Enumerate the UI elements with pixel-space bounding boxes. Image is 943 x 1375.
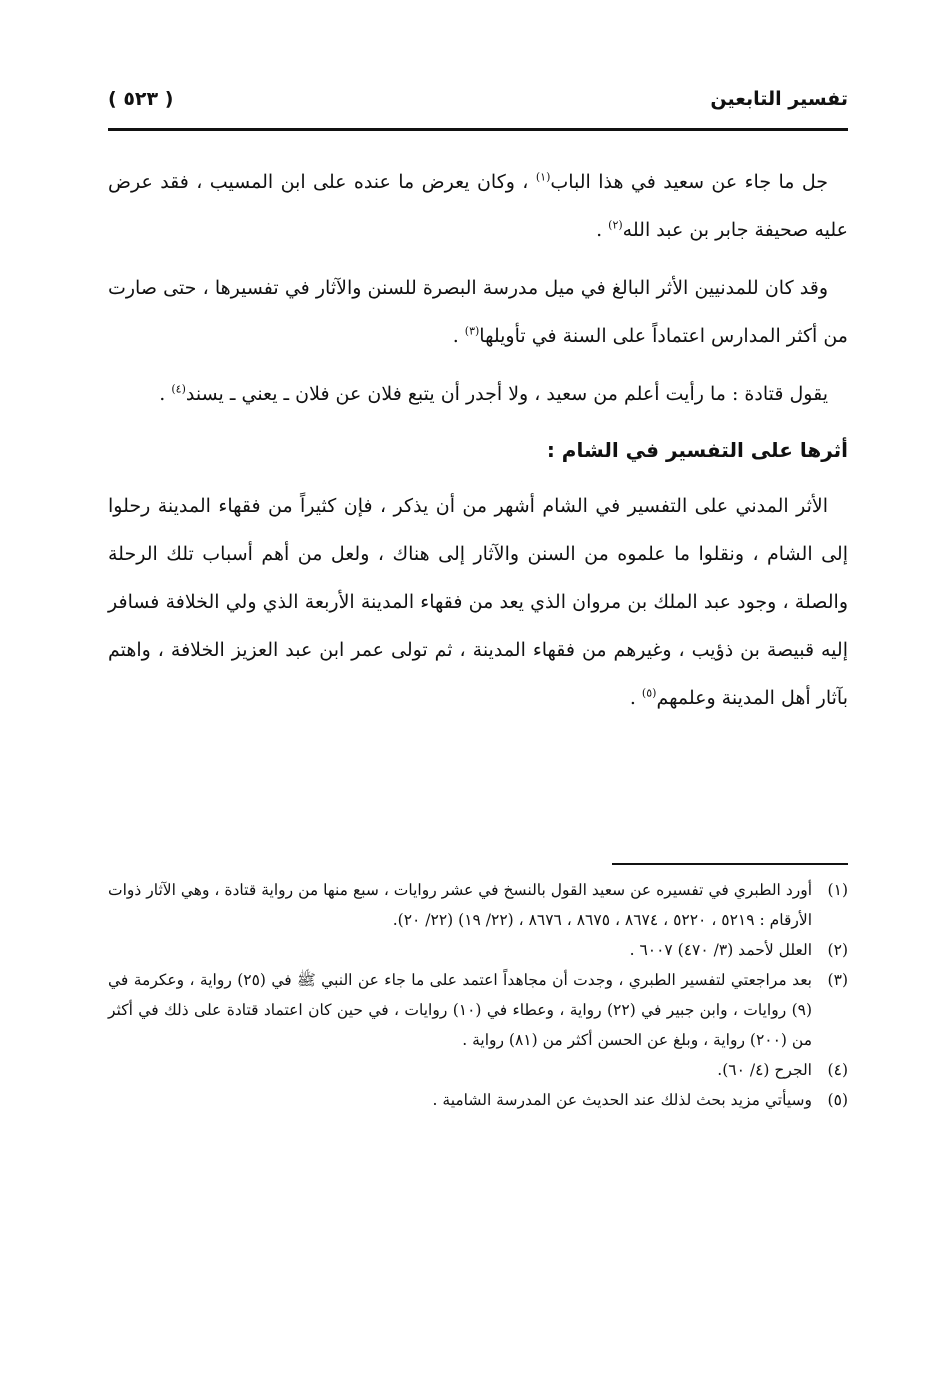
footnote-text: بعد مراجعتي لتفسير الطبري ، وجدت أن مجاهداً اعتمد على ما جاء عن النبي ﷺ في (٢٥) رواية ، وعكرمة في (٩) روايات ، وابن جبير في (٢٢) رواية ، وعطاء في (١٠) روايات ، في حين كان اعتماد قتادة على ذلك في أكثر من (٢٠٠) رواية ، وبلغ عن الحسن أكثر من (٨١) رواية . xyxy=(108,971,813,1049)
section-heading: أثرها على التفسير في الشام : xyxy=(546,438,848,462)
footnote-ref: (٥) xyxy=(641,686,657,700)
footnotes xyxy=(108,875,848,1115)
footnote-text: وسيأتي مزيد بحث لذلك عند الحديث عن المدرسة الشامية . xyxy=(432,1091,812,1109)
paragraph-text: . xyxy=(159,383,172,405)
footnote-ref: (٣) xyxy=(464,324,480,338)
header-divider xyxy=(108,128,848,131)
paragraph-text: . xyxy=(596,219,609,241)
paragraph-text: يقول قتادة : ما رأيت أعلم من سعيد ، ولا أجدر أن يتبع فلان عن فلان ـ يعني ـ يسند xyxy=(185,383,828,405)
footnote-divider xyxy=(612,863,848,865)
footnote xyxy=(108,875,848,935)
footnote-number: (٥) xyxy=(827,1091,848,1109)
footnote-number: (٣) xyxy=(827,971,848,989)
footnote-text: العلل لأحمد (٣/ ٤٧٠) ٦٠٠٧ . xyxy=(629,941,812,959)
footnote-text: الجرح (٤/ ٦٠). xyxy=(717,1061,812,1079)
footnote-ref: (١) xyxy=(535,170,551,184)
footnote-ref: (٤) xyxy=(171,382,186,396)
footnote-text: أورد الطبري في تفسيره عن سعيد القول بالنسخ في عشر روايات ، سبع منها من رواية قتادة ، وهي الآثار ذوات الأرقام : ٥٢١٩ ، ٥٢٢٠ ، ٨٦٧٤ ، ٨٦٧٥ ، ٨٦٧٦ ، (٢٢/ ١٩) (٢٢/ ٢٠). xyxy=(108,881,812,929)
footnote-number: (١) xyxy=(827,881,848,899)
footnote xyxy=(108,965,848,1055)
running-title: تفسير التابعين xyxy=(710,88,848,110)
paragraph xyxy=(108,264,848,360)
footnote xyxy=(108,1085,848,1115)
page-header xyxy=(108,88,848,122)
footnote xyxy=(108,935,848,965)
paragraph-text: وقد كان للمدنيين الأثر البالغ في ميل مدرسة البصرة للسنن والآثار في تفسيرها ، حتى صارت من أكثر المدارس اعتماداً على السنة في تأويلها xyxy=(108,277,848,347)
paragraph xyxy=(108,482,848,722)
paragraph-text: . xyxy=(452,325,465,347)
footnote-number: (٤) xyxy=(827,1061,848,1079)
paragraph xyxy=(108,158,848,254)
footnote xyxy=(108,1055,848,1085)
footnote-number: (٢) xyxy=(827,941,848,959)
paragraph xyxy=(108,370,848,418)
paragraph-text: . xyxy=(629,687,642,709)
footnote-ref: (٢) xyxy=(608,218,623,232)
paragraph-text: ، وكان يعرض ما عنده على ابن المسيب ، فقد عرض عليه صحيفة جابر بن عبد الله xyxy=(108,171,848,241)
page-number: ( ٥٢٣ ) xyxy=(108,88,174,110)
main-text xyxy=(108,158,848,732)
paragraph-text: جل ما جاء عن سعيد في هذا الباب xyxy=(550,171,828,193)
paragraph-text: الأثر المدني على التفسير في الشام أشهر من أن يذكر ، فإن كثيراً من فقهاء المدينة رحلوا إلى الشام ، ونقلوا ما علموه من السنن والآثار إلى هناك ، ولعل من أهم أسباب تلك الرحلة والصلة ، وجود عبد الملك بن مروان الذي يعد من فقهاء المدينة الأربعة الذي ولي الخلافة فسافر إليه قبيصة بن ذؤيب ، وغيرهم من فقهاء المدينة ، ثم تولى عمر ابن عبد العزيز الخلافة ، واهتم بآثار أهل المدينة وعلمهم xyxy=(108,495,848,709)
